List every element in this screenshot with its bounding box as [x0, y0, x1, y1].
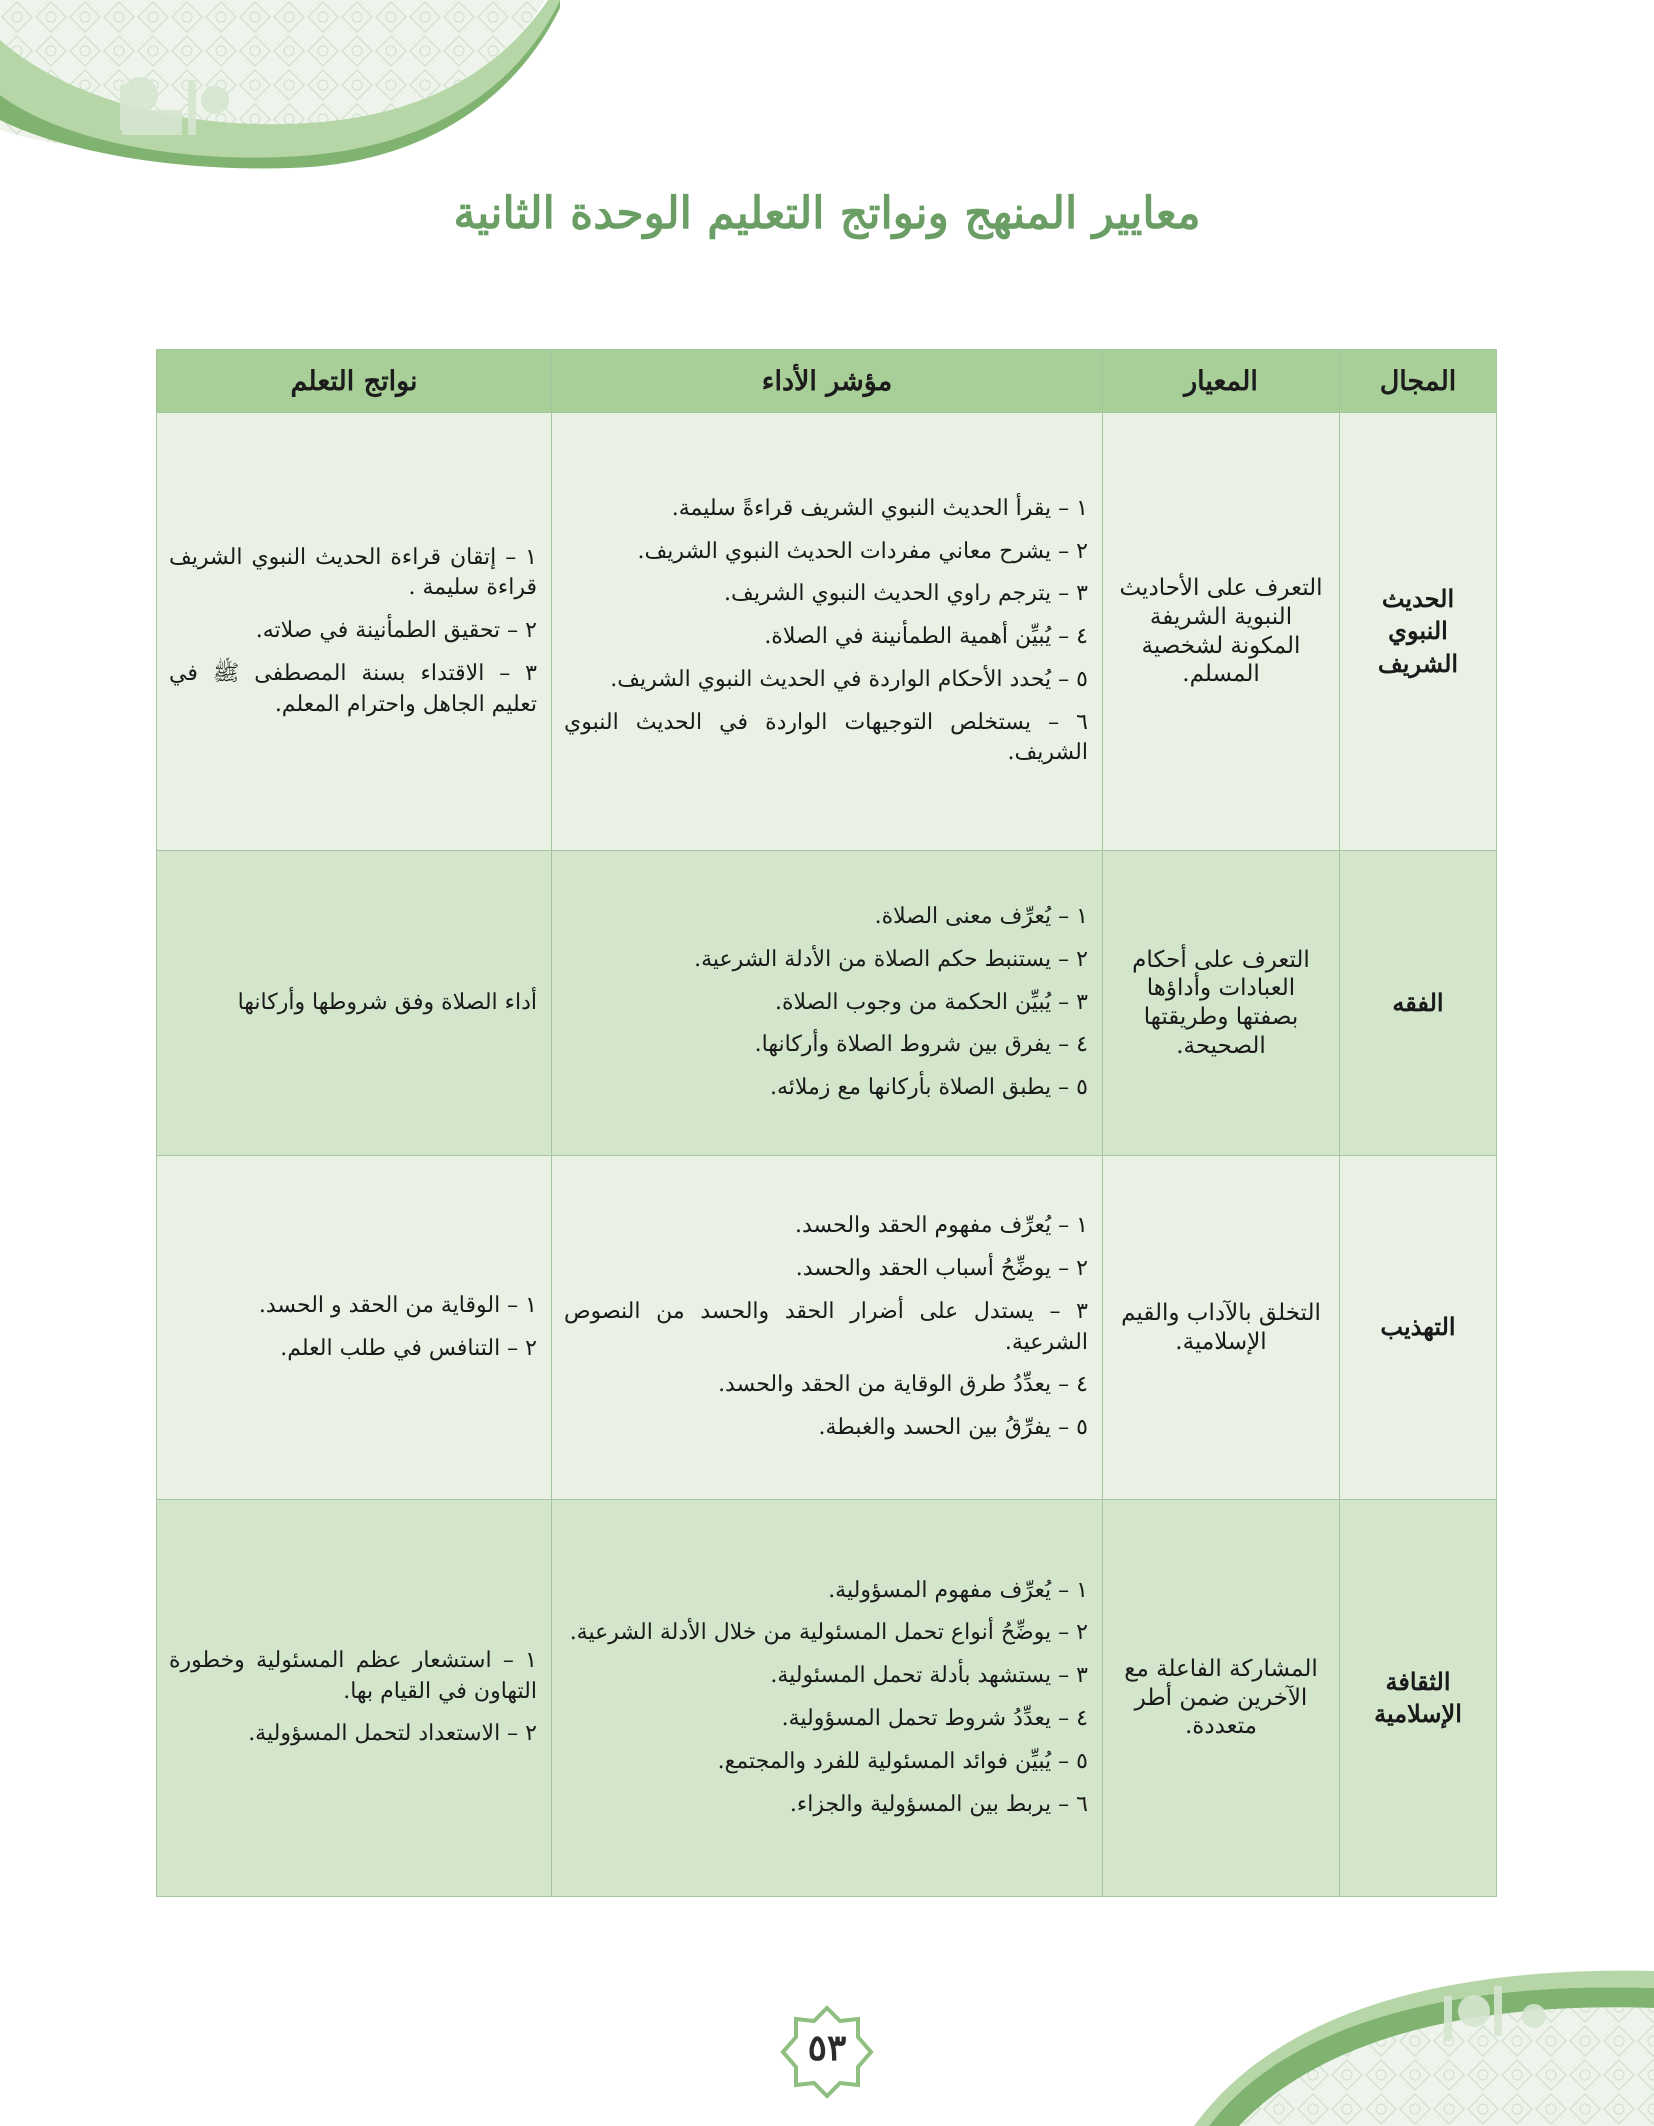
outcomes-cell	[157, 413, 552, 851]
outcome-item: ٢ – الاستعداد لتحمل المسؤولية.	[248, 1721, 537, 1747]
indicator-item: ٦ – يستخلص التوجيهات الواردة في الحديث النبوي الشريف.	[564, 709, 1088, 766]
domain-cell: الثقافة الإسلامية	[1340, 1500, 1497, 1897]
top-left-corner-decoration-icon	[0, 0, 560, 170]
standard-cell: التخلق بالآداب والقيم الإسلامية.	[1103, 1156, 1340, 1500]
outcome-item: ٢ – التنافس في طلب العلم.	[280, 1335, 537, 1361]
outcome-item: أداء الصلاة وفق شروطها وأركانها	[237, 989, 537, 1015]
page-number: ٥٣	[807, 2027, 847, 2069]
table-row	[157, 413, 1497, 851]
indicator-item: ٤ – يعدِّدُ شروط تحمل المسؤولية.	[781, 1706, 1088, 1731]
table-row	[157, 1156, 1497, 1500]
indicator-item: ١ – يُعرِّف معنى الصلاة.	[874, 904, 1088, 929]
standard-cell: المشاركة الفاعلة مع الآخرين ضمن أطر متعددة.	[1103, 1500, 1340, 1897]
indicator-item: ٥ – يفرِّقُ بين الحسد والغبطة.	[818, 1415, 1088, 1441]
domain-cell: التهذيب	[1340, 1156, 1497, 1500]
indicator-item: ٥ – يُبيِّن فوائد المسئولية للفرد والمجتمع.	[717, 1748, 1088, 1774]
outcomes-cell	[157, 851, 552, 1156]
indicator-item: ٦ – يربط بين المسؤولية والجزاء.	[789, 1791, 1088, 1817]
domain-cell: الحديث النبوي الشريف	[1340, 413, 1497, 851]
indicator-item: ١ – يقرأ الحديث النبوي الشريف قراءةً سليمة.	[671, 495, 1088, 521]
page-number-badge	[780, 2005, 874, 2099]
table-row	[157, 1500, 1497, 1897]
indicators-cell	[552, 413, 1103, 851]
standard-cell: التعرف على أحكام العبادات وأداؤها بصفتها وطريقتها الصحيحة.	[1103, 851, 1340, 1156]
header-standard: المعيار	[1103, 350, 1340, 413]
indicator-item: ٤ – يعدِّدُ طرق الوقاية من الحقد والحسد.	[718, 1372, 1088, 1398]
page-title: معايير المنهج ونواتج التعليم الوحدة الثانية	[453, 188, 1201, 239]
indicator-item: ٢ – يوضِّحُ أنواع تحمل المسئولية من خلال الأدلة الشرعية.	[569, 1620, 1088, 1646]
outcome-item: ٢ – تحقيق الطمأنينة في صلاته.	[255, 618, 537, 644]
indicator-item: ٣ – يُبيِّن الحكمة من وجوب الصلاة.	[775, 989, 1088, 1015]
outcome-item: ٣ – الاقتداء بسنة المصطفى ﷺ في تعليم الجاهل واحترام المعلم.	[169, 660, 537, 717]
header-domain: المجال	[1340, 350, 1497, 413]
indicator-item: ٢ – يوضِّحُ أسباب الحقد والحسد.	[795, 1255, 1088, 1281]
indicators-cell	[552, 851, 1103, 1156]
header-outcomes: نواتج التعلم	[157, 350, 552, 413]
outcome-item: ١ – استشعار عظم المسئولية وخطورة التهاون في القيام بها.	[169, 1647, 537, 1704]
indicators-cell	[552, 1500, 1103, 1897]
header-indicators: مؤشر الأداء	[552, 350, 1103, 413]
indicator-item: ٤ – يفرق بين شروط الصلاة وأركانها.	[754, 1032, 1088, 1058]
indicator-item: ٥ – يطبق الصلاة بأركانها مع زملائه.	[769, 1075, 1088, 1101]
indicator-item: ١ – يُعرِّف مفهوم الحقد والحسد.	[794, 1213, 1088, 1239]
curriculum-standards-table	[156, 349, 1497, 1897]
table-header-row	[157, 350, 1497, 413]
indicator-item: ٢ – يستنبط حكم الصلاة من الأدلة الشرعية.	[694, 946, 1088, 972]
outcome-item: ١ – إتقان قراءة الحديث النبوي الشريف قراءة سليمة .	[169, 544, 537, 601]
indicator-item: ٣ – يستشهد بأدلة تحمل المسئولية.	[770, 1663, 1088, 1689]
outcomes-cell	[157, 1156, 552, 1500]
indicators-cell	[552, 1156, 1103, 1500]
indicator-item: ٣ – يترجم راوي الحديث النبوي الشريف.	[724, 581, 1088, 607]
bottom-right-corner-decoration-icon	[1194, 1956, 1654, 2126]
outcome-item: ١ – الوقاية من الحقد و الحسد.	[258, 1292, 537, 1318]
table-row	[157, 851, 1497, 1156]
indicator-item: ٢ – يشرح معاني مفردات الحديث النبوي الشريف.	[637, 538, 1088, 564]
indicator-item: ٣ – يستدل على أضرار الحقد والحسد من النصوص الشرعية.	[564, 1298, 1088, 1355]
standard-cell: التعرف على الأحاديث النبوية الشريفة المكونة لشخصية المسلم.	[1103, 413, 1340, 851]
domain-cell: الفقه	[1340, 851, 1497, 1156]
indicator-item: ١ – يُعرِّف مفهوم المسؤولية.	[828, 1577, 1088, 1603]
indicator-item: ٥ – يُحدد الأحكام الواردة في الحديث النبوي الشريف.	[610, 666, 1088, 692]
outcomes-cell	[157, 1500, 552, 1897]
indicator-item: ٤ – يُبيِّن أهمية الطمأنينة في الصلاة.	[764, 624, 1088, 650]
